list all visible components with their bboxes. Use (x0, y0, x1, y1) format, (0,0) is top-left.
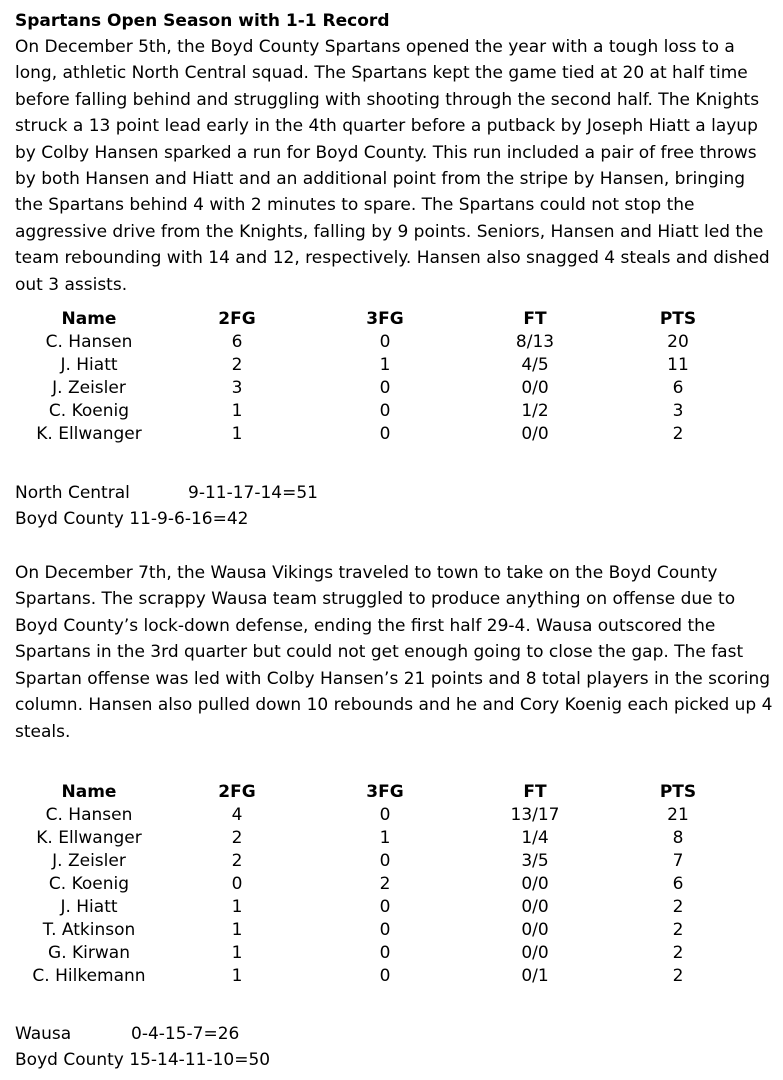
stat-ft: 0/0 (521, 919, 549, 940)
stat-2fg: 2 (231, 827, 243, 848)
game1-recap-paragraph: On December 5th, the Boyd County Spartans opened the year with a tough loss to a long, athletic North Central squad. The Spartans kept the game tied at 20 at half time before falling behind and struggling with shooting through the second half. The Knights struck a 13 point lead early in the 4th quarter before a putback by Joseph Hiatt a layup by Colby Hansen sparked a run for Boyd County. This run included a pair of free throws by both Hansen and Hiatt and an additional point from the stripe by Hansen, bringing the Spartans behind 4 with 2 minutes to spare. The Spartans could not stop the aggressive drive from the Knights, falling by 9 points. Seniors, Hansen and Hiatt led the team rebounding with 14 and 12, respectively. Hansen also snagged 4 steals and dished out 3 assists. (15, 37, 770, 295)
player-name: C. Hansen (45, 804, 133, 825)
table-row (15, 850, 745, 873)
stat-3fg: 0 (379, 332, 391, 353)
document-page (15, 8, 777, 1073)
score-line (15, 1021, 777, 1047)
stat-pts: 7 (672, 850, 684, 871)
player-name: J. Hiatt (60, 355, 118, 376)
column-header-2fg: 2FG (218, 781, 256, 802)
player-name: J. Zeisler (52, 378, 126, 399)
stat-pts: 2 (672, 965, 684, 986)
stat-pts: 2 (672, 942, 684, 963)
stat-2fg: 1 (231, 942, 243, 963)
stat-3fg: 0 (379, 896, 391, 917)
player-name: K. Ellwanger (36, 424, 142, 445)
player-name: G. Kirwan (48, 942, 130, 963)
stat-ft: 0/1 (521, 965, 549, 986)
stat-3fg: 0 (379, 424, 391, 445)
stat-2fg: 1 (231, 896, 243, 917)
stat-ft: 0/0 (521, 873, 549, 894)
game2-quarter-scores (15, 1021, 777, 1073)
player-name: T. Atkinson (42, 919, 136, 940)
stat-3fg: 0 (379, 378, 391, 399)
score-quarters: 9-11-17-14=51 (188, 483, 318, 504)
stat-2fg: 2 (231, 355, 243, 376)
stat-2fg: 0 (231, 873, 243, 894)
stat-ft: 8/13 (515, 332, 555, 353)
table-row (15, 804, 745, 827)
stat-3fg: 0 (379, 942, 391, 963)
stat-pts: 11 (667, 355, 689, 376)
stat-3fg: 0 (379, 804, 391, 825)
table-row (15, 896, 745, 919)
column-header-ft: FT (523, 781, 547, 802)
column-header-2fg: 2FG (218, 309, 256, 330)
table-header-row (15, 308, 745, 331)
table-header-row (15, 781, 745, 804)
table-row (15, 919, 745, 942)
column-header-pts: PTS (659, 309, 697, 330)
game1-stats-table (15, 308, 745, 446)
player-name: C. Hansen (45, 332, 133, 353)
column-header-ft: FT (523, 309, 547, 330)
table-row (15, 942, 745, 965)
stat-3fg: 1 (379, 827, 391, 848)
score-team: Boyd County (15, 509, 124, 530)
column-header-name: Name (61, 781, 117, 802)
table-row (15, 354, 745, 377)
stat-pts: 2 (672, 896, 684, 917)
table-row (15, 965, 745, 988)
score-quarters: 0-4-15-7=26 (131, 1023, 240, 1044)
table-row (15, 377, 745, 400)
stat-ft: 13/17 (510, 804, 560, 825)
stat-pts: 3 (672, 401, 684, 422)
stat-pts: 20 (667, 332, 689, 353)
score-line (15, 506, 777, 532)
stat-3fg: 1 (379, 355, 391, 376)
stat-2fg: 3 (231, 378, 243, 399)
stat-pts: 2 (672, 919, 684, 940)
stat-ft: 0/0 (521, 942, 549, 963)
stat-ft: 1/2 (521, 401, 549, 422)
stat-2fg: 1 (231, 965, 243, 986)
stat-pts: 6 (672, 873, 684, 894)
stat-3fg: 2 (379, 873, 391, 894)
stat-ft: 0/0 (521, 424, 549, 445)
stat-2fg: 6 (231, 332, 243, 353)
stat-ft: 3/5 (521, 850, 549, 871)
player-name: C. Koenig (48, 401, 130, 422)
score-line (15, 480, 777, 506)
stat-pts: 2 (672, 424, 684, 445)
stat-ft: 0/0 (521, 378, 549, 399)
game2-recap-paragraph: On December 7th, the Wausa Vikings traveled to town to take on the Boyd County Spartans. The scrappy Wausa team struggled to produce anything on offense due to Boyd County’s lock-down defense, ending the first half 29-4. Wausa outscored the Spartans in the 3rd quarter but could not get enough going to close the gap. The fast Spartan offense was led with Colby Hansen’s 21 points and 8 total players in the scoring column. Hansen also pulled down 10 rebounds and he and Cory Koenig each picked up 4 steals. (15, 563, 773, 742)
stat-2fg: 1 (231, 919, 243, 940)
article-headline: Spartans Open Season with 1-1 Record (15, 11, 390, 31)
score-quarters: 11-9-6-16=42 (129, 509, 249, 530)
table-row (15, 423, 745, 446)
game1-quarter-scores (15, 480, 777, 532)
stat-2fg: 4 (231, 804, 243, 825)
stat-ft: 1/4 (521, 827, 549, 848)
stat-3fg: 0 (379, 850, 391, 871)
table-row (15, 873, 745, 896)
table-row (15, 400, 745, 423)
stat-ft: 4/5 (521, 355, 549, 376)
score-team: Boyd County (15, 1049, 124, 1070)
column-header-3fg: 3FG (366, 309, 404, 330)
player-name: J. Hiatt (60, 896, 118, 917)
stat-pts: 21 (667, 804, 689, 825)
score-line (15, 1047, 777, 1073)
player-name: K. Ellwanger (36, 827, 142, 848)
stat-pts: 6 (672, 378, 684, 399)
table-row (15, 827, 745, 850)
player-name: C. Hilkemann (32, 965, 146, 986)
stat-3fg: 0 (379, 401, 391, 422)
stat-2fg: 1 (231, 424, 243, 445)
score-team: Wausa (15, 1023, 72, 1044)
table-row (15, 331, 745, 354)
stat-3fg: 0 (379, 919, 391, 940)
player-name: C. Koenig (48, 873, 130, 894)
column-header-name: Name (61, 309, 117, 330)
stat-2fg: 2 (231, 850, 243, 871)
player-name: J. Zeisler (52, 850, 126, 871)
stat-3fg: 0 (379, 965, 391, 986)
score-quarters: 15-14-11-10=50 (129, 1049, 271, 1070)
stat-ft: 0/0 (521, 896, 549, 917)
stat-pts: 8 (672, 827, 684, 848)
game2-stats-table (15, 781, 745, 988)
stat-2fg: 1 (231, 401, 243, 422)
score-team: North Central (15, 483, 130, 504)
column-header-pts: PTS (659, 781, 697, 802)
column-header-3fg: 3FG (366, 781, 404, 802)
